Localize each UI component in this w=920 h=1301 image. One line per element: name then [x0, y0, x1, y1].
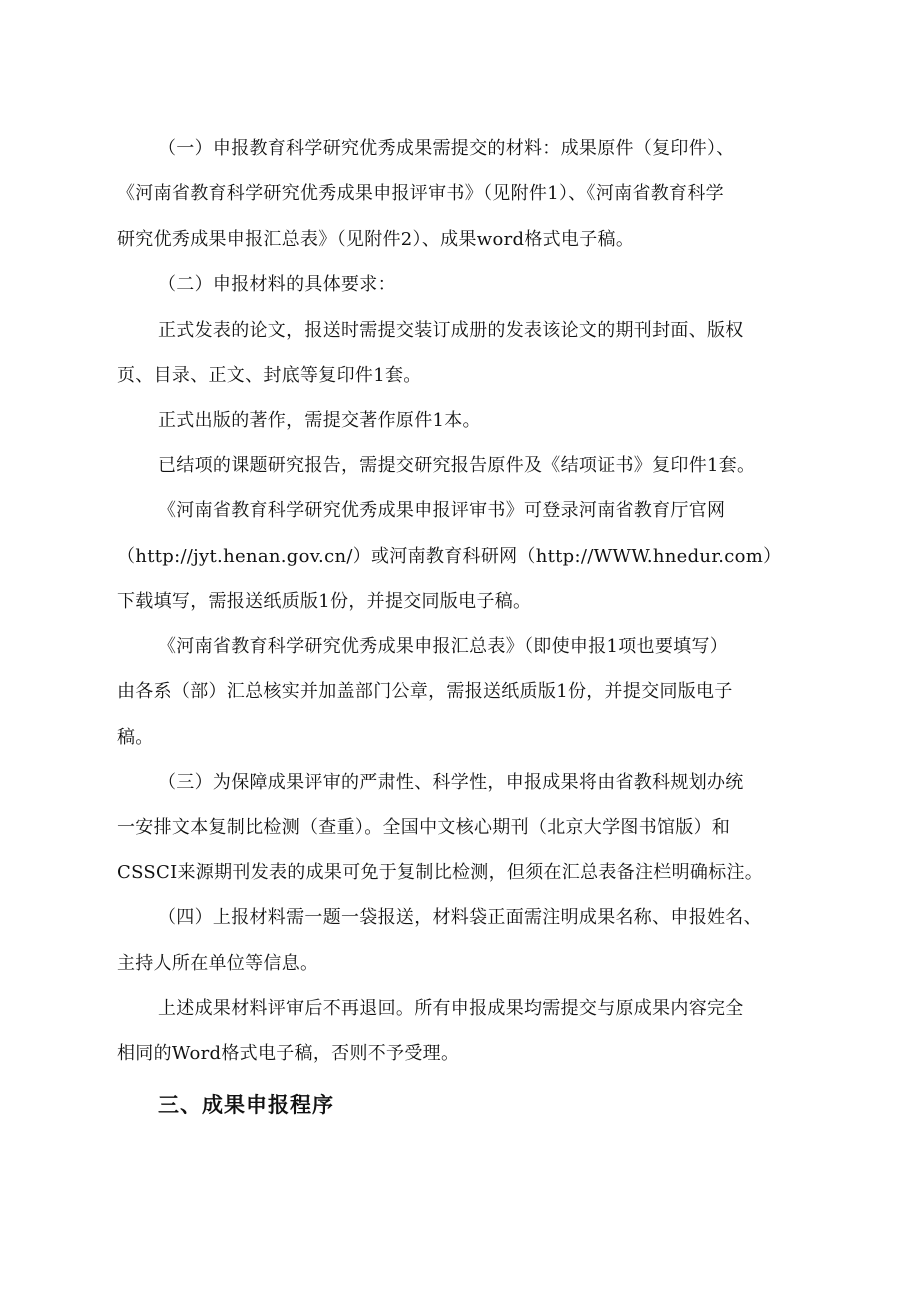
paragraph-10-line-2: 相同的Word格式电子稿，否则不予受理。	[117, 1043, 460, 1064]
paragraph-6-line-3: 下载填写，需报送纸质版1份，并提交同版电子稿。	[117, 591, 532, 612]
paragraph-4-line-1: 正式出版的著作，需提交著作原件1本。	[158, 410, 481, 431]
paragraph-5-line-1: 已结项的课题研究报告，需提交研究报告原件及《结项证书》复印件1套。	[158, 455, 756, 476]
paragraph-7-line-2: 由各系（部）汇总核实并加盖部门公章，需报送纸质版1份，并提交同版电子	[117, 681, 733, 702]
paragraph-1-line-1: （一）申报教育科学研究优秀成果需提交的材料：成果原件（复印件）、	[158, 138, 735, 159]
paragraph-7-line-3: 稿。	[117, 727, 154, 748]
paragraph-1-line-2: 《河南省教育科学研究优秀成果申报评审书》（见附件1）、《河南省教育科学	[117, 183, 724, 204]
paragraph-1-line-3: 研究优秀成果申报汇总表》（见附件2）、成果word格式电子稿。	[117, 229, 635, 250]
paragraph-7-line-1: 《河南省教育科学研究优秀成果申报汇总表》（即使申报1项也要填写）	[158, 636, 729, 657]
paragraph-8-line-3: CSSCI来源期刊发表的成果可免于复制比检测，但须在汇总表备注栏明确标注。	[117, 862, 764, 883]
paragraph-8-line-1: （三）为保障成果评审的严肃性、科学性，申报成果将由省教科规划办统	[158, 772, 744, 793]
paragraph-8-line-2: 一安排文本复制比检测（查重）。全国中文核心期刊（北京大学图书馆版）和	[117, 817, 731, 838]
paragraph-9-line-2: 主持人所在单位等信息。	[117, 953, 319, 974]
paragraph-6-line-1: 《河南省教育科学研究优秀成果申报评审书》可登录河南省教育厅官网	[158, 500, 726, 521]
paragraph-3-line-1: 正式发表的论文，报送时需提交装订成册的发表该论文的期刊封面、版权	[158, 320, 744, 341]
paragraph-2-line-1: （二）申报材料的具体要求：	[158, 274, 396, 295]
paragraph-10-line-1: 上述成果材料评审后不再退回。所有申报成果均需提交与原成果内容完全	[158, 998, 744, 1019]
section-heading: 三、成果申报程序	[158, 1093, 334, 1117]
paragraph-9-line-1: （四）上报材料需一题一袋报送，材料袋正面需注明成果名称、申报姓名、	[158, 907, 762, 928]
paragraph-6-line-2: （http://jyt.henan.gov.cn/）或河南教育科研网（http://WWW.hnedur.com）	[117, 546, 782, 567]
paragraph-3-line-2: 页、目录、正文、封底等复印件1套。	[117, 365, 422, 386]
